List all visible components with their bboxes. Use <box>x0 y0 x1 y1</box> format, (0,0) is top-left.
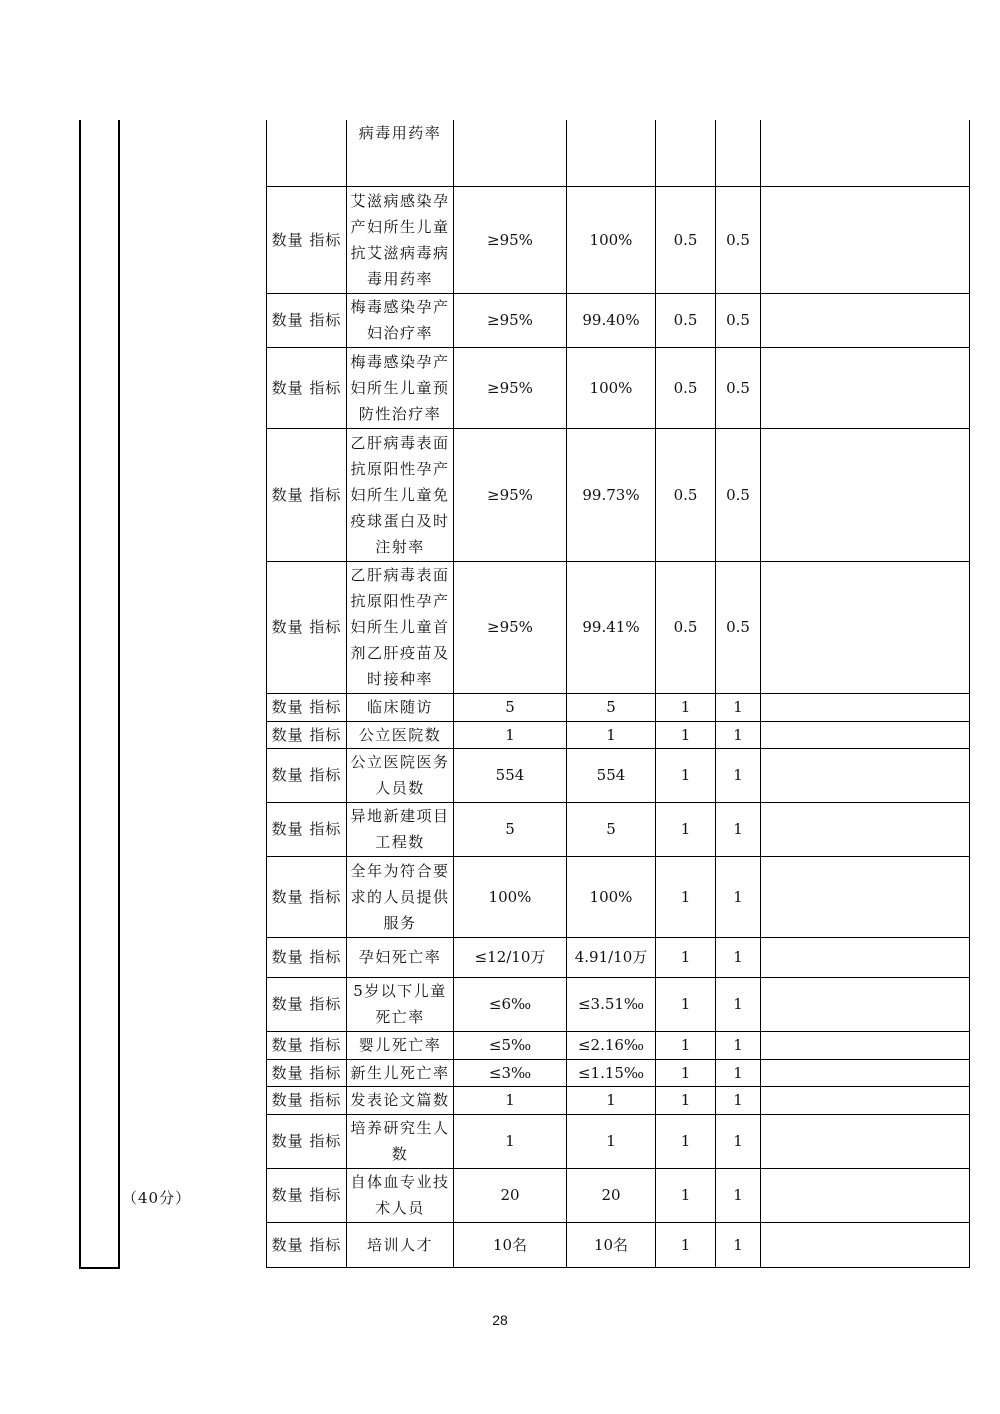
table-row <box>267 748 970 802</box>
table-row <box>267 561 970 693</box>
actual-value: 100% <box>567 856 656 937</box>
weight-value: 1 <box>656 748 716 802</box>
target-value: ≥95% <box>454 428 567 561</box>
indicator-name: 发表论文篇数 <box>347 1086 454 1114</box>
remark-cell <box>761 856 970 937</box>
indicator-name: 梅毒感染孕产妇所生儿童预防性治疗率 <box>347 347 454 428</box>
actual-value: ≤1.15‰ <box>567 1059 656 1086</box>
remark-cell <box>761 693 970 721</box>
indicator-category: 数量 指标 <box>267 428 347 561</box>
actual-value: 99.41% <box>567 561 656 693</box>
target-value: ≥95% <box>454 186 567 293</box>
weight-value: 1 <box>656 693 716 721</box>
table-row <box>267 977 970 1031</box>
remark-cell <box>761 1168 970 1222</box>
indicator-name: 全年为符合要求的人员提供服务 <box>347 856 454 937</box>
table-row <box>267 856 970 937</box>
score-value: 1 <box>716 1086 761 1114</box>
target-value: 1 <box>454 721 567 748</box>
score-value: 0.5 <box>716 293 761 347</box>
indicator-name: 乙肝病毒表面抗原阳性孕产妇所生儿童首剂乙肝疫苗及时接种率 <box>347 561 454 693</box>
weight-value: 1 <box>656 856 716 937</box>
target-value: ≤3‰ <box>454 1059 567 1086</box>
weight-value: 1 <box>656 802 716 856</box>
actual-value: 1 <box>567 1086 656 1114</box>
indicator-category: 数量 指标 <box>267 977 347 1031</box>
weight-value: 0.5 <box>656 186 716 293</box>
score-value: 0.5 <box>716 186 761 293</box>
target-value: 1 <box>454 1086 567 1114</box>
indicator-name: 艾滋病感染孕产妇所生儿童抗艾滋病毒病毒用药率 <box>347 186 454 293</box>
target-value: 10名 <box>454 1222 567 1267</box>
remark-cell <box>761 347 970 428</box>
table-row <box>267 428 970 561</box>
weight-value: 1 <box>656 977 716 1031</box>
table-row <box>267 120 970 186</box>
table-row <box>267 802 970 856</box>
table-row <box>267 293 970 347</box>
actual-value: 1 <box>567 721 656 748</box>
remark-cell <box>761 748 970 802</box>
remark-cell <box>761 293 970 347</box>
weight-value: 0.5 <box>656 561 716 693</box>
indicator-category: 数量 指标 <box>267 721 347 748</box>
weight-value: 1 <box>656 1222 716 1267</box>
indicator-category: 数量 指标 <box>267 1168 347 1222</box>
indicator-category: 数量 指标 <box>267 937 347 977</box>
weight-value <box>656 120 716 186</box>
indicator-category: 数量 指标 <box>267 748 347 802</box>
page-number: 28 <box>492 1312 508 1328</box>
outer-col-divider <box>118 120 120 1269</box>
table-row <box>267 721 970 748</box>
target-value: ≥95% <box>454 293 567 347</box>
weight-value: 0.5 <box>656 293 716 347</box>
indicator-category: 数量 指标 <box>267 293 347 347</box>
remark-cell <box>761 1114 970 1168</box>
target-value <box>454 120 567 186</box>
remark-cell <box>761 1086 970 1114</box>
weight-value: 0.5 <box>656 428 716 561</box>
indicator-category: 数量 指标 <box>267 1059 347 1086</box>
weight-value: 1 <box>656 1031 716 1059</box>
remark-cell <box>761 937 970 977</box>
outer-left-border <box>79 120 81 1269</box>
remark-cell <box>761 977 970 1031</box>
score-value: 0.5 <box>716 428 761 561</box>
actual-value: ≤3.51‰ <box>567 977 656 1031</box>
actual-value: 99.40% <box>567 293 656 347</box>
target-value: 20 <box>454 1168 567 1222</box>
score-value <box>716 120 761 186</box>
indicator-category: 数量 指标 <box>267 1031 347 1059</box>
indicator-category: 数量 指标 <box>267 1086 347 1114</box>
table-row <box>267 1031 970 1059</box>
score-value: 1 <box>716 1114 761 1168</box>
indicator-name: 培养研究生人数 <box>347 1114 454 1168</box>
indicator-name: 公立医院医务人员数 <box>347 748 454 802</box>
indicator-name: 孕妇死亡率 <box>347 937 454 977</box>
remark-cell <box>761 1222 970 1267</box>
indicator-category: 数量 指标 <box>267 856 347 937</box>
indicator-category: 数量 指标 <box>267 1114 347 1168</box>
target-value: ≥95% <box>454 561 567 693</box>
weight-value: 1 <box>656 1114 716 1168</box>
target-value: ≥95% <box>454 347 567 428</box>
table-row <box>267 693 970 721</box>
indicator-category: 数量 指标 <box>267 1222 347 1267</box>
indicator-name: 公立医院数 <box>347 721 454 748</box>
weight-value: 0.5 <box>656 347 716 428</box>
actual-value: 10名 <box>567 1222 656 1267</box>
actual-value: 554 <box>567 748 656 802</box>
indicator-category: 数量 指标 <box>267 693 347 721</box>
actual-value: 4.91/10万 <box>567 937 656 977</box>
score-value: 1 <box>716 977 761 1031</box>
weight-value: 1 <box>656 937 716 977</box>
indicator-name: 自体血专业技术人员 <box>347 1168 454 1222</box>
weight-value: 1 <box>656 1086 716 1114</box>
actual-value: 5 <box>567 802 656 856</box>
remark-cell <box>761 428 970 561</box>
indicator-name: 梅毒感染孕产妇治疗率 <box>347 293 454 347</box>
table-row <box>267 1222 970 1267</box>
actual-value: 5 <box>567 693 656 721</box>
target-value: 5 <box>454 693 567 721</box>
actual-value: 99.73% <box>567 428 656 561</box>
score-value: 1 <box>716 856 761 937</box>
score-value: 1 <box>716 1059 761 1086</box>
score-value: 1 <box>716 937 761 977</box>
score-value: 1 <box>716 1031 761 1059</box>
score-value: 1 <box>716 802 761 856</box>
indicator-category: 数量 指标 <box>267 561 347 693</box>
indicator-category: 数量 指标 <box>267 802 347 856</box>
indicator-name: 乙肝病毒表面抗原阳性孕产妇所生儿童免疫球蛋白及时注射率 <box>347 428 454 561</box>
indicator-category <box>267 120 347 186</box>
remark-cell <box>761 802 970 856</box>
indicator-name: 5岁以下儿童死亡率 <box>347 977 454 1031</box>
target-value: 554 <box>454 748 567 802</box>
score-value: 0.5 <box>716 347 761 428</box>
actual-value: ≤2.16‰ <box>567 1031 656 1059</box>
actual-value: 100% <box>567 186 656 293</box>
actual-value: 20 <box>567 1168 656 1222</box>
actual-value <box>567 120 656 186</box>
table-row <box>267 1114 970 1168</box>
score-label: （40分） <box>122 1189 192 1207</box>
remark-cell <box>761 120 970 186</box>
indicator-category: 数量 指标 <box>267 347 347 428</box>
remark-cell <box>761 1059 970 1086</box>
indicator-table <box>266 120 970 1268</box>
table-row <box>267 186 970 293</box>
target-value: 5 <box>454 802 567 856</box>
remark-cell <box>761 561 970 693</box>
score-value: 0.5 <box>716 561 761 693</box>
weight-value: 1 <box>656 1168 716 1222</box>
weight-value: 1 <box>656 721 716 748</box>
indicator-category: 数量 指标 <box>267 186 347 293</box>
score-value: 1 <box>716 693 761 721</box>
remark-cell <box>761 186 970 293</box>
table-row <box>267 1059 970 1086</box>
score-value: 1 <box>716 748 761 802</box>
table-row <box>267 1168 970 1222</box>
indicator-name: 异地新建项目工程数 <box>347 802 454 856</box>
indicator-name: 新生儿死亡率 <box>347 1059 454 1086</box>
target-value: ≤5‰ <box>454 1031 567 1059</box>
score-value: 1 <box>716 721 761 748</box>
outer-bottom-border <box>79 1267 120 1269</box>
score-value: 1 <box>716 1222 761 1267</box>
indicator-name: 婴儿死亡率 <box>347 1031 454 1059</box>
remark-cell <box>761 1031 970 1059</box>
actual-value: 100% <box>567 347 656 428</box>
target-value: 100% <box>454 856 567 937</box>
indicator-name: 病毒用药率 <box>347 120 454 186</box>
weight-value: 1 <box>656 1059 716 1086</box>
target-value: 1 <box>454 1114 567 1168</box>
table-row <box>267 1086 970 1114</box>
score-value: 1 <box>716 1168 761 1222</box>
table-row <box>267 937 970 977</box>
actual-value: 1 <box>567 1114 656 1168</box>
target-value: ≤6‰ <box>454 977 567 1031</box>
target-value: ≤12/10万 <box>454 937 567 977</box>
indicator-name: 培训人才 <box>347 1222 454 1267</box>
indicator-name: 临床随访 <box>347 693 454 721</box>
table-row <box>267 347 970 428</box>
remark-cell <box>761 721 970 748</box>
